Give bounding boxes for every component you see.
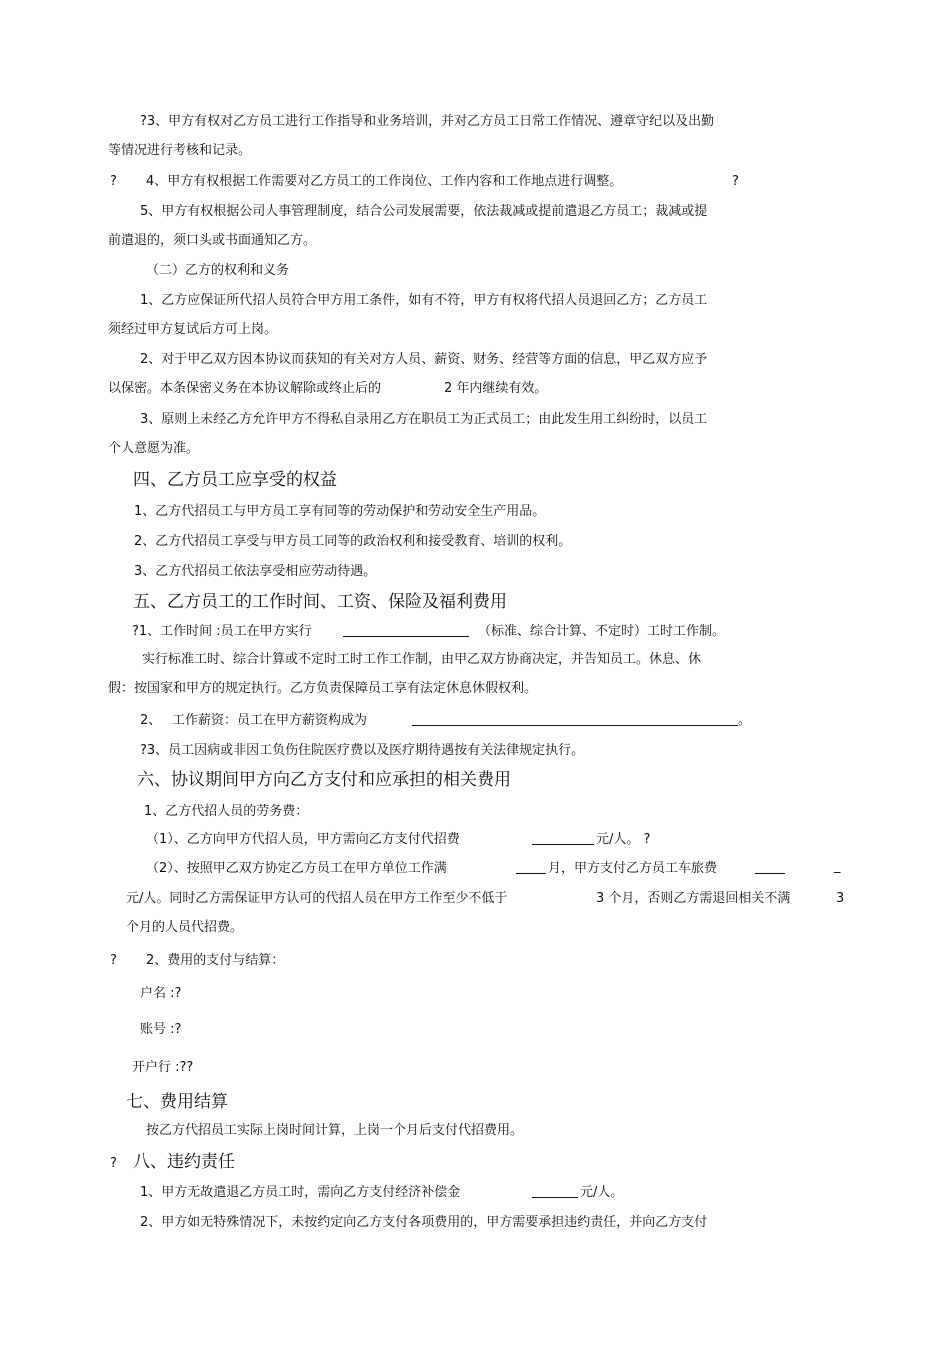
stray-mark: ?	[110, 174, 117, 189]
clause-3-line1: ?3、甲方有权对乙方员工进行工作指导和业务培训，并对乙方员工日常工作情况、遵章守纪以及出勤	[140, 114, 715, 129]
b-clause-2-line1: 2、对于甲乙双方因本协议而获知的有关对方人员、薪资、财务、经营等方面的信息，甲乙双方应予	[140, 352, 708, 367]
s6-item-1b: （2）、按照甲乙双方协定乙方员工在甲方单位工作满	[146, 861, 447, 876]
s8-item-1: 1、甲方无故遣退乙方员工时，需向乙方支付经济补偿金	[140, 1185, 461, 1200]
b-clause-1-line2: 须经过甲方复试后方可上岗。	[108, 322, 278, 337]
work-hours-blank[interactable]	[343, 623, 469, 637]
section-4-title: 四、乙方员工应享受的权益	[133, 470, 337, 490]
s8-item-2: 2、甲方如无特殊情况下，未按约定向乙方支付各项费用的，甲方需要承担违约责任，并向乙方支付	[140, 1215, 708, 1230]
s5-item-1-options: （标准、综合计算、不定时）工时工作制。	[478, 624, 726, 639]
s7-text: 按乙方代招员工实际上岗时间计算，上岗一个月后支付代招费用。	[146, 1123, 524, 1138]
s5-item-1-text: ?1、工作时间 :员工在甲方实行	[132, 624, 312, 639]
section-6-title: 六、协议期间甲方向乙方支付和应承担的相关费用	[137, 770, 511, 790]
stray-mark: ?	[732, 174, 739, 189]
s5-item-3: ?3、员工因病或非因工负伤住院医疗费以及医疗期待遇按有关法律规定执行。	[140, 743, 585, 758]
s6-item-1b-line3: 个月的人员代招费。	[126, 920, 244, 935]
s6-item-1b-dash: _	[834, 859, 841, 874]
clause-4: 4、甲方有权根据工作需要对乙方员工的工作岗位、工作内容和工作地点进行调整。	[146, 174, 623, 189]
compensation-blank[interactable]	[532, 1184, 578, 1198]
clause-5-line2: 前遣退的，须口头或书面通知乙方。	[108, 233, 317, 248]
section-8-title: 八、违约责任	[133, 1152, 235, 1172]
b-clause-3-line2: 个人意愿为准。	[108, 441, 200, 456]
subsection-title: （二）乙方的权利和义务	[146, 263, 290, 278]
account-name: 户名 :?	[140, 986, 182, 1001]
s4-item-1: 1、乙方代招员工与甲方员工享有同等的劳动保护和劳动安全生产用品。	[134, 504, 546, 519]
clause-5-line1: 5、甲方有权根据公司人事管理制度，结合公司发展需要，依法裁减或提前遣退乙方员工；裁减或提	[140, 204, 708, 219]
travel-fee-blank[interactable]	[755, 860, 785, 874]
account-number: 账号 :?	[140, 1022, 182, 1037]
s5-item-1-line3: 假：按国家和甲方的规定执行。乙方负责保障员工享有法定休息休假权利。	[108, 681, 538, 696]
s5-item-2-number: 2、	[140, 713, 162, 728]
salary-blank[interactable]	[412, 712, 738, 726]
s5-item-2-text: 工作薪资：员工在甲方薪资构成为	[172, 713, 368, 728]
s6-item-1b-line2: 元/人。同时乙方需保证甲方认可的代招人员在甲方工作至少不低于	[126, 891, 508, 906]
s6-item-1: 1、乙方代招人员的劳务费：	[144, 804, 309, 819]
s8-item-1-unit: 元/人。	[580, 1185, 624, 1200]
s6-item-2: 2、费用的支付与结算：	[146, 953, 285, 968]
recruit-fee-blank[interactable]	[532, 831, 594, 845]
s6-item-1a: （1）、乙方向甲方代招人员，甲方需向乙方支付代招费	[146, 832, 460, 847]
s4-item-3: 3、乙方代招员工依法享受相应劳动待遇。	[134, 564, 377, 579]
s5-item-1-line2: 实行标准工时、综合计算或不定时工时工作工作制，由甲乙双方协商决定，并告知员工。休息、休	[142, 652, 702, 667]
s4-item-2: 2、乙方代招员工享受与甲方员工同等的政治权利和接受教育、培训的权利。	[134, 534, 572, 549]
stray-mark: ?	[110, 1156, 117, 1171]
stray-mark: ?	[110, 953, 117, 968]
clause-3-line2: 等情况进行考核和记录。	[108, 143, 252, 158]
b-clause-1-line1: 1、乙方应保证所代招人员符合甲方用工条件，如有不符，甲方有权将代招人员退回乙方；乙方员工	[140, 293, 708, 308]
s6-item-1b-months: 3 个月，否则乙方需退回相关不满	[596, 891, 791, 906]
s5-item-2-end: 。	[738, 713, 752, 728]
b-clause-3-line1: 3、原则上未经乙方允许甲方不得私自录用乙方在职员工为正式员工；由此发生用工纠纷时，以员工	[140, 412, 708, 427]
b-clause-2-years: 2 年内继续有效。	[444, 381, 548, 396]
months-blank[interactable]	[516, 860, 546, 874]
s6-item-1a-unit: 元/人。 ?	[596, 832, 651, 847]
bank-name: 开户行 :??	[132, 1060, 194, 1075]
s5-item-1	[132, 623, 312, 641]
b-clause-2-line2: 以保密。本条保密义务在本协议解除或终止后的	[108, 381, 382, 396]
section-5-title: 五、乙方员工的工作时间、工资、保险及福利费用	[133, 592, 507, 612]
section-7-title: 七、费用结算	[126, 1092, 228, 1112]
s6-item-1b-three: 3	[836, 891, 845, 906]
s6-item-1b-mid: 月，甲方支付乙方员工车旅费	[548, 861, 718, 876]
